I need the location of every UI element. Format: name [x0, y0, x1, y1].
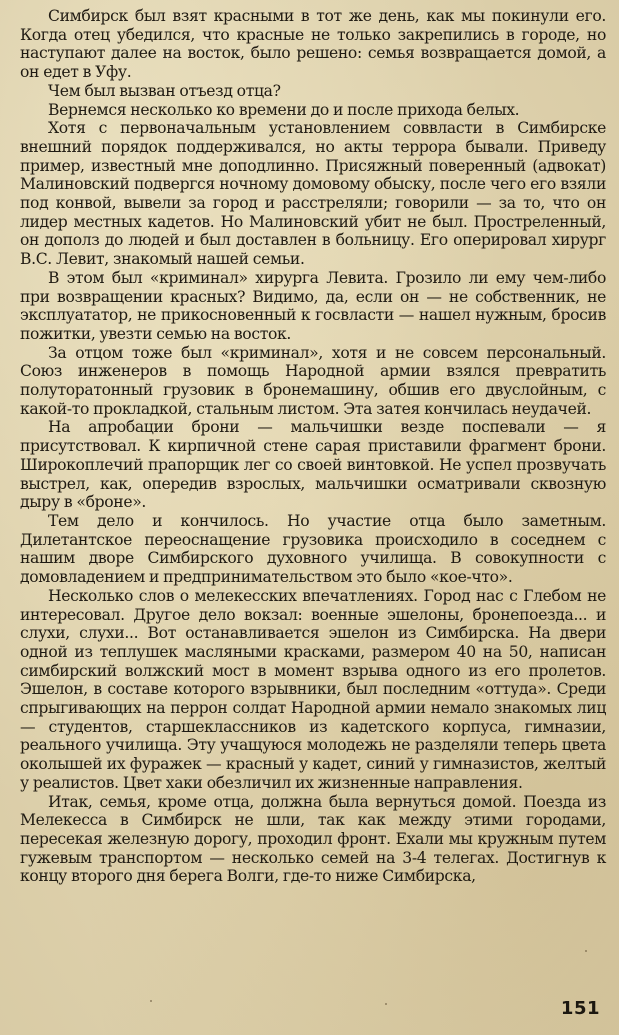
paragraph: За отцом тоже был «криминал», хотя и не совсем персональный. Союз инженеров в помощь Народной армии взялся превратить полуторатонный грузовик в бронемашину, обшив его двуслойным, с какой-то прокладкой, стальным листом. Эта затея кончилась неудачей. — [20, 343, 606, 418]
paragraph: Тем дело и кончилось. Но участие отца было заметным. Дилетантское переоснащение грузовика происходило в соседнем с нашим дворе Симбирского духовного училища. В совокупности с домовладением и предпринимательством это было «кое-что». — [20, 511, 606, 587]
paragraph: Вернемся несколько ко времени до и после прихода белых. — [48, 100, 520, 119]
paragraph: Чем был вызван отъезд отца? — [48, 81, 281, 100]
page-number: 151 — [560, 998, 600, 1019]
paper-speck — [150, 1000, 152, 1002]
page-body-text — [20, 7, 606, 886]
paragraph: В этом был «криминал» хирурга Левита. Грозило ли ему чем-либо при возвращении красных? Видимо, да, если он — не собственник, не эксплуататор, не прикосновенный к госвласти — нашел нужным, бросив пожитки, увезти семью на восток. — [20, 268, 606, 343]
paragraph: Несколько слов о мелекесских впечатлениях. Город нас с Глебом не интересовал. Другое дело вокзал: военные эшелоны, бронепоезда... и слухи, слухи... Вот останавливается эшелон из Симбирска. На двери одной из теплушек масляными красками, размером 40 на 50, написан симбирский волжский мост в момент взрыва одного из его пролетов. Эшелон, в составе которого взрывники, был последним «оттуда». Среди спрыгивающих на перрон солдат Народной армии немало знакомых лиц — студентов, старшеклассников из кадетского корпуса, гимназии, реального училища. Эту учащуюся молодежь не разделяли теперь цвета околышей их фуражек — красный у кадет, синий у гимназистов, желтый у реалистов. Цвет хаки обезличил их жизненные направления. — [20, 586, 606, 792]
paragraph: Хотя с первоначальным установлением соввласти в Симбирске внешний порядок поддерживался, но акты террора бывали. Приведу пример, известный мне доподлинно. Присяжный поверенный (адвокат) Малиновский подвергся ночному домовому обыску, после чего его взяли под конвой, вывели за город и расстреляли; говорили — за то, что он лидер местных кадетов. Но Малиновский убит не был. Простреленный, он дополз до людей и был доставлен в больницу. Его оперировал хирург В.С. Левит, знакомый нашей семьи. — [20, 119, 606, 269]
paragraph: Итак, семья, кроме отца, должна была вернуться домой. Поезда из Мелекесса в Симбирск не шли, так как между этими городами, пересекая железную дорогу, проходил фронт. Ехали мы кружным путем гужевым транспортом — несколько семей на 3-4 телегах. Достигнув к концу второго дня берега Волги, где-то ниже Симбирска, — [20, 792, 606, 886]
paragraph: Симбирск был взят красными в тот же день, как мы покинули его. Когда отец убедился, что красные не только закрепились в городе, но наступают далее на восток, было решено: семья возвращается домой, а он едет в Уфу. — [20, 7, 606, 82]
paper-speck — [385, 1003, 387, 1005]
paragraph: На апробации брони — мальчишки везде поспевали — я присутствовал. К кирпичной стене сарая приставили фрагмент брони. Широкоплечий прапорщик лег со своей винтовкой. Не успел прозвучать выстрел, как, опередив взрослых, мальчишки осматривали сквозную дыру в «броне». — [20, 418, 606, 512]
book-page — [14, 7, 608, 1027]
paper-speck — [585, 950, 587, 952]
